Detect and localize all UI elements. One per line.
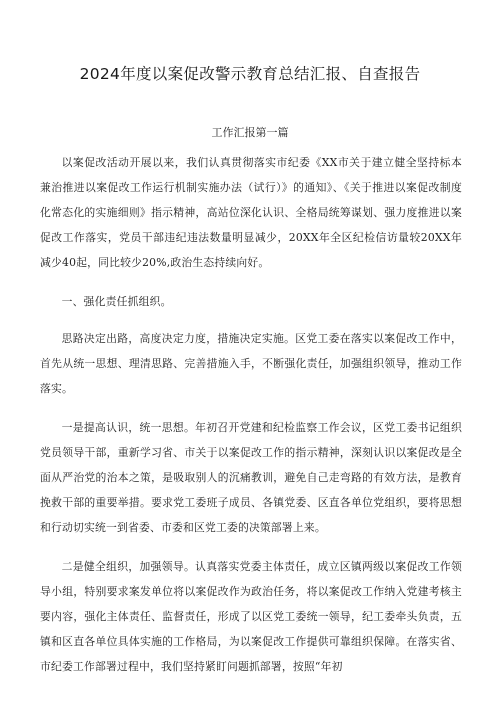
- paragraph-point-1: 一是提高认识，统一思想。年初召开党建和纪检监察工作会议，区党工委书记组织党员领导干部，重新学习省、市关于以案促改工作的指示精神，深刻认识以案促改是全面从严治党的治本之策，是吸取别人的沉痛教训，避免自己走弯路的有效方法，是教育挽救干部的重要举措。要求党工委班子成员、各镇党委、区直各单位党组织，要将思想和行动切实统一到省委、市委和区党工委的决策部署上来。: [40, 421, 462, 534]
- paragraph-thinking: 思路决定出路，高度决定力度，措施决定实施。区党工委在落实以案促改工作中，首先从统一思想、理清思路、完善措施入手，不断强化责任，加强组织领导，推动工作落实。: [40, 332, 462, 395]
- section-heading: 工作汇报第一篇: [211, 126, 289, 139]
- document-body: [40, 150, 462, 693]
- paragraph-point-2: 二是健全组织，加强领导。认真落实党委主体责任，成立区镇两级以案促改工作领导小组，特别要求案发单位将以案促改作为政治任务，将以案促改工作纳入党建考核主要内容，强化主体责任、监督责任，形成了以区党工委统一领导，纪工委牵头负责，五镇和区直各单位具体实施的工作格局，为以案促改工作提供可靠组织保障。在落实省、市纪委工作部署过程中，我们坚持紧盯问题抓部署，按照“年初: [40, 560, 462, 673]
- paragraph-heading-1: 一、强化责任抓组织。: [61, 295, 172, 308]
- document-title: 2024年度以案促改警示教育总结汇报、自查报告: [79, 65, 421, 83]
- paragraph-intro: 以案促改活动开展以来，我们认真贯彻落实市纪委《XX市关于建立健全坚持标本兼治推进以案促改工作运行机制实施办法（试行）》的通知》、《关于推进以案促改制度化常态化的实施细则》指示精神，高站位深化认识、全格局统筹谋划、强力度推进以案促改工作落实，党员干部违纪违法数量明显减少，20XX年全区纪检信访量较20XX年减少40起，同比较少20%,政治生态持续向好。: [40, 156, 462, 269]
